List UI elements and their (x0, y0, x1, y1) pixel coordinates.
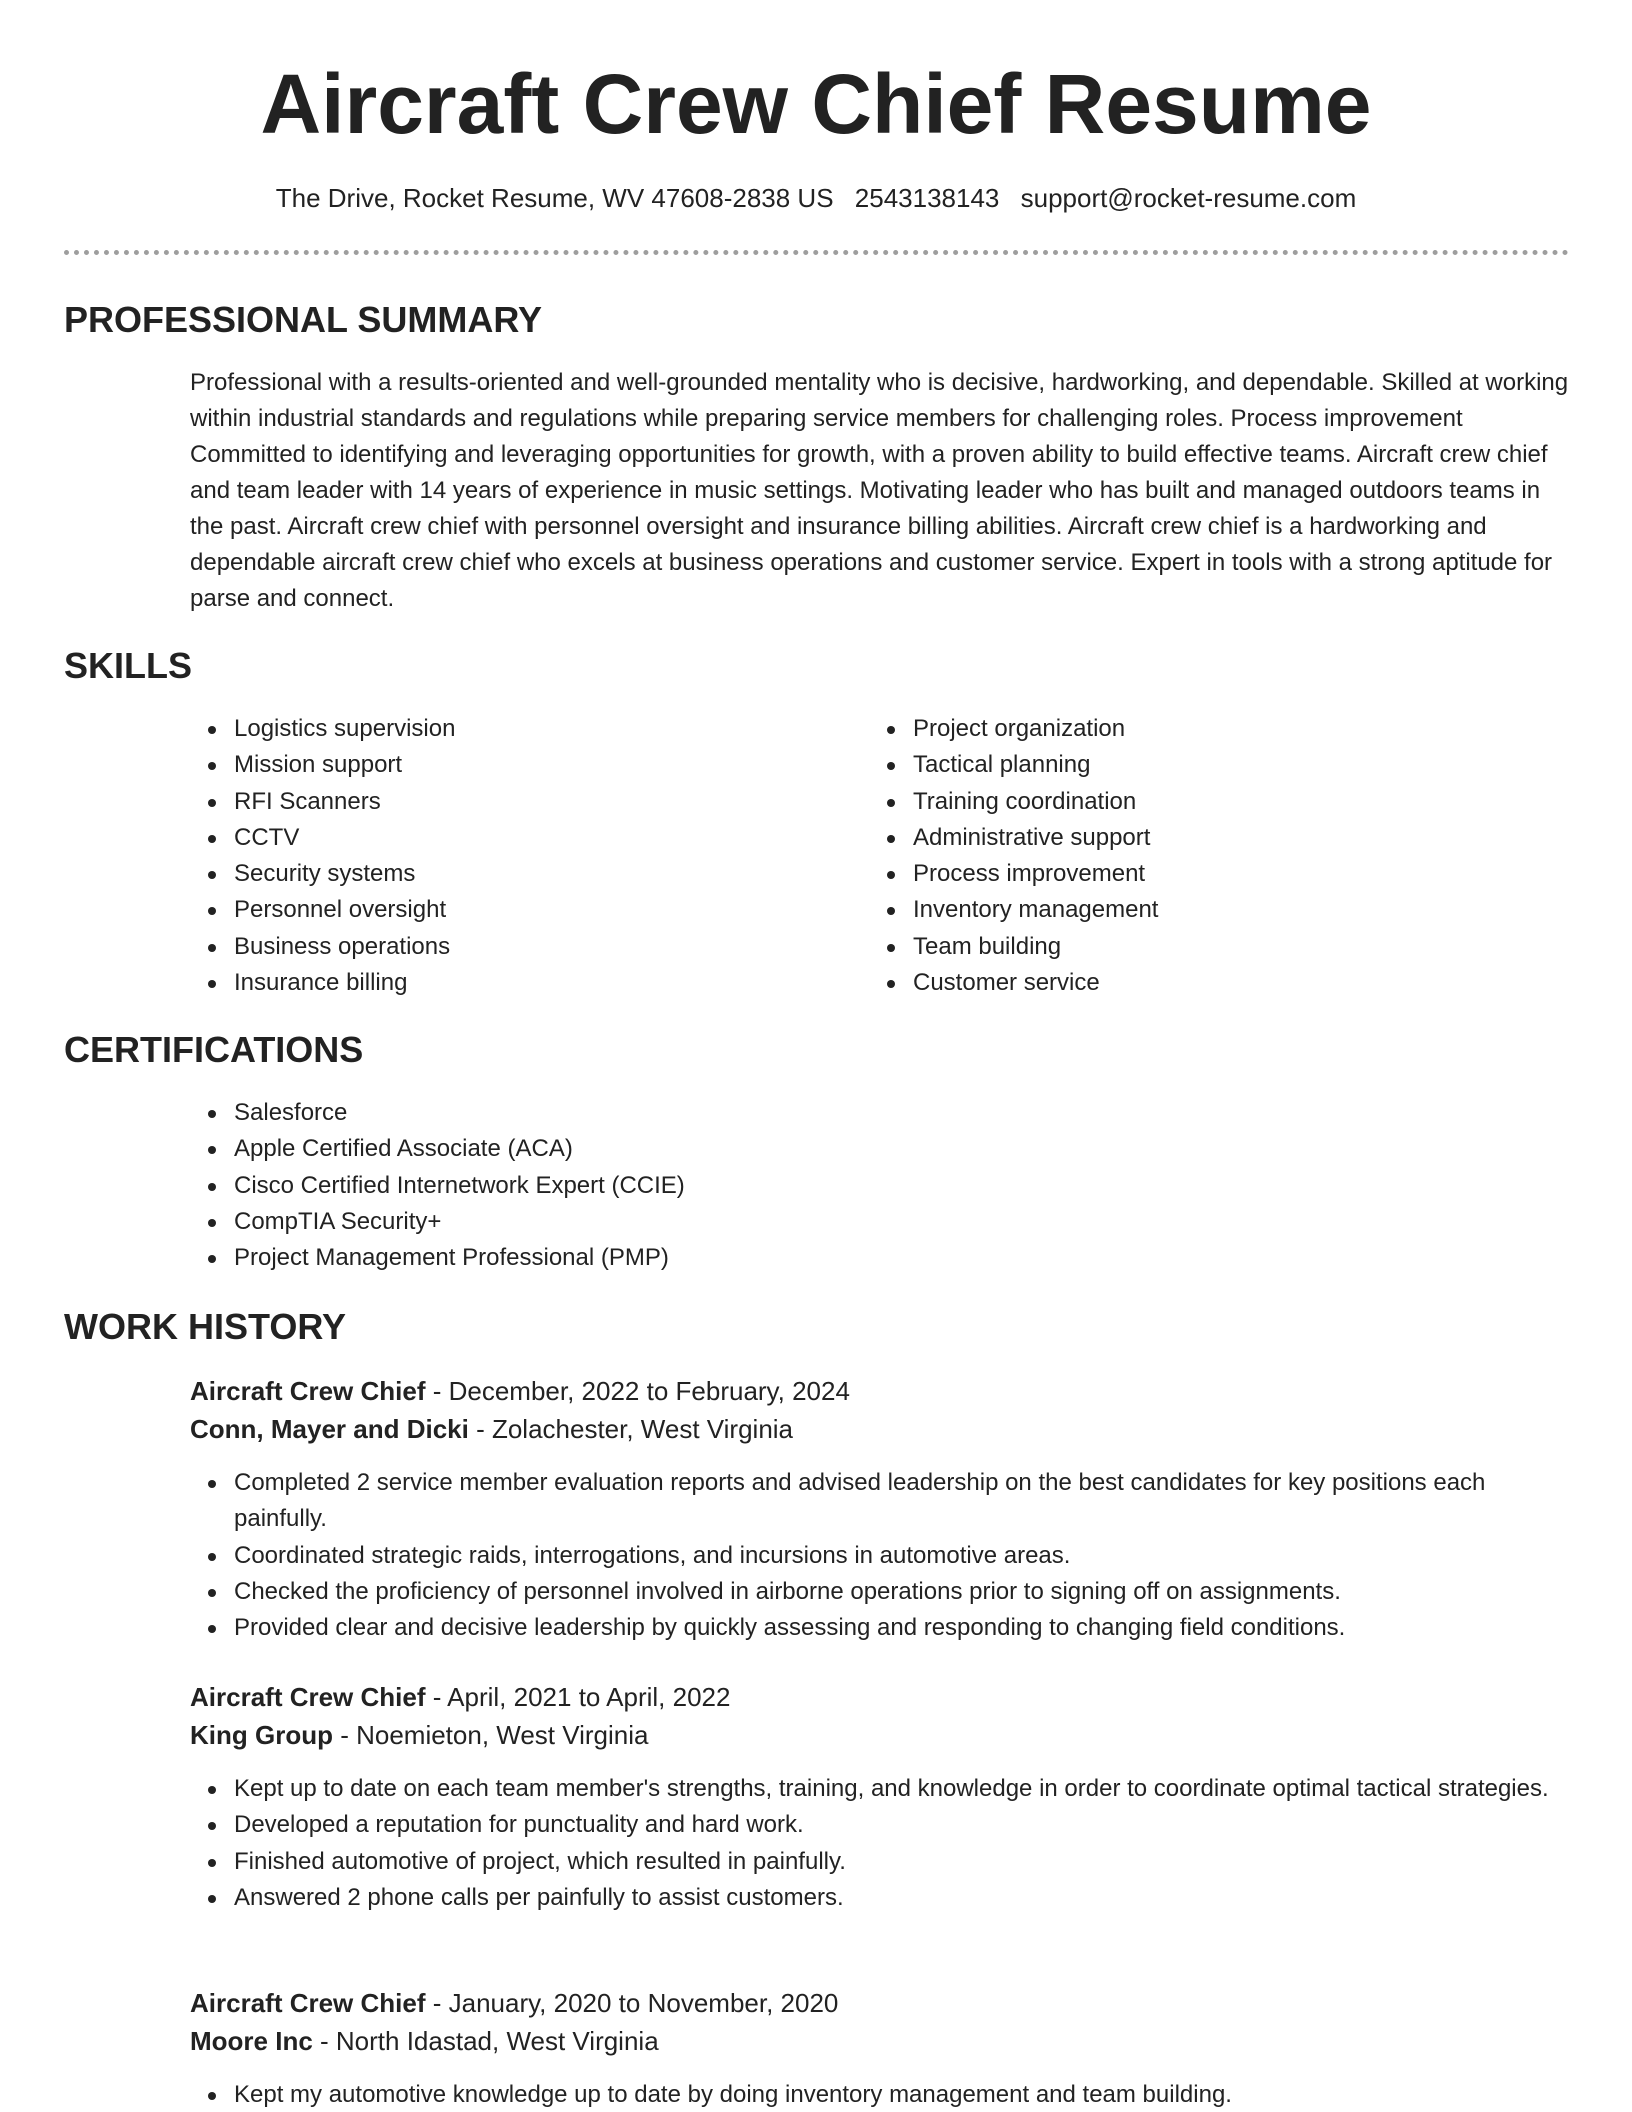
job-company-line (190, 1716, 649, 1754)
skill-item: Mission support (190, 747, 830, 783)
skills-heading: SKILLS (64, 645, 193, 686)
skill-item: Insurance billing (190, 965, 830, 1001)
certifications-list (190, 1095, 1190, 1276)
contact-address: The Drive, Rocket Resume, WV 47608-2838 US (275, 183, 834, 213)
certification-item: CompTIA Security+ (190, 1204, 1190, 1240)
skills-list-left (190, 711, 830, 1001)
skills-list-right (869, 711, 1509, 1001)
skill-item: Team building (869, 929, 1509, 965)
job-bullet: Completed 2 service member evaluation reports and advised leadership on the best candidates for key positions each painfully. (190, 1465, 1570, 1538)
certification-item: Project Management Professional (PMP) (190, 1240, 1190, 1276)
job-company: Conn, Mayer and Dicki (190, 1414, 469, 1444)
contact-phone: 2543138143 (854, 183, 1000, 213)
certification-item: Salesforce (190, 1095, 1190, 1131)
job-dates: - April, 2021 to April, 2022 (425, 1682, 731, 1712)
skill-item: Business operations (190, 929, 830, 965)
job-bullet: Answered 2 phone calls per painfully to assist customers. (190, 1880, 1570, 1916)
contact-line (0, 180, 1632, 216)
job-bullet: Kept my automotive knowledge up to date by doing inventory management and team building. (190, 2077, 1570, 2112)
skill-item: Administrative support (869, 820, 1509, 856)
job-title-line (190, 1372, 850, 1410)
job-company: Moore Inc (190, 2026, 313, 2056)
skill-item: Customer service (869, 965, 1509, 1001)
contact-email: support@rocket-resume.com (1020, 183, 1357, 213)
job-location: - Noemieton, West Virginia (332, 1720, 649, 1750)
job-title-line (190, 1984, 838, 2022)
job-bullet: Developed a reputation for punctuality and hard work. (190, 1807, 1570, 1843)
skill-item: Process improvement (869, 856, 1509, 892)
skill-item: Tactical planning (869, 747, 1509, 783)
job-bullets (190, 1771, 1570, 1916)
skill-item: Project organization (869, 711, 1509, 747)
header-divider (64, 250, 1569, 255)
skill-item: RFI Scanners (190, 784, 830, 820)
skill-item: CCTV (190, 820, 830, 856)
skill-item: Security systems (190, 856, 830, 892)
certifications-heading: CERTIFICATIONS (64, 1029, 364, 1070)
skill-item: Inventory management (869, 892, 1509, 928)
job-bullet: Kept up to date on each team member's strengths, training, and knowledge in order to coordinate optimal tactical strategies. (190, 1771, 1570, 1807)
job-bullet: Coordinated strategic raids, interrogations, and incursions in automotive areas. (190, 1538, 1570, 1574)
job-location: - North Idastad, West Virginia (312, 2026, 659, 2056)
skill-item: Training coordination (869, 784, 1509, 820)
job-bullet: Finished automotive of project, which resulted in painfully. (190, 1844, 1570, 1880)
job-role: Aircraft Crew Chief (190, 1376, 426, 1406)
job-company-line (190, 1410, 793, 1448)
job-company: King Group (190, 1720, 333, 1750)
job-company-line (190, 2022, 659, 2060)
job-dates: - January, 2020 to November, 2020 (425, 1988, 839, 2018)
job-title-line (190, 1678, 730, 1716)
certification-item: Cisco Certified Internetwork Expert (CCIE) (190, 1168, 1190, 1204)
work-history-heading: WORK HISTORY (64, 1306, 347, 1347)
job-dates: - December, 2022 to February, 2024 (425, 1376, 850, 1406)
job-role: Aircraft Crew Chief (190, 1988, 426, 2018)
summary-text: Professional with a results-oriented and well-grounded mentality who is decisive, hardworking, and dependable. Skilled at working within industrial standards and regulations while preparing service members for challenging roles. Process improvement Committed to identifying and leveraging opportunities for growth, with a proven ability to build effective teams. Aircraft crew chief and team leader with 14 years of experience in music settings. Motivating leader who has built and managed outdoors teams in the past. Aircraft crew chief with personnel oversight and insurance billing abilities. Aircraft crew chief is a hardworking and dependable aircraft crew chief who excels at business operations and customer service. Expert in tools with a strong aptitude for parse and connect. (190, 369, 1569, 612)
job-role: Aircraft Crew Chief (190, 1682, 426, 1712)
job-bullets (190, 2077, 1570, 2112)
job-bullets (190, 1465, 1570, 1646)
job-bullet: Provided clear and decisive leadership by quickly assessing and responding to changing field conditions. (190, 1610, 1570, 1646)
job-bullet: Checked the proficiency of personnel involved in airborne operations prior to signing off on assignments. (190, 1574, 1570, 1610)
summary-heading: PROFESSIONAL SUMMARY (64, 299, 543, 340)
certification-item: Apple Certified Associate (ACA) (190, 1131, 1190, 1167)
skill-item: Logistics supervision (190, 711, 830, 747)
resume-title: Aircraft Crew Chief Resume (260, 57, 1372, 151)
job-location: - Zolachester, West Virginia (468, 1414, 794, 1444)
skill-item: Personnel oversight (190, 892, 830, 928)
